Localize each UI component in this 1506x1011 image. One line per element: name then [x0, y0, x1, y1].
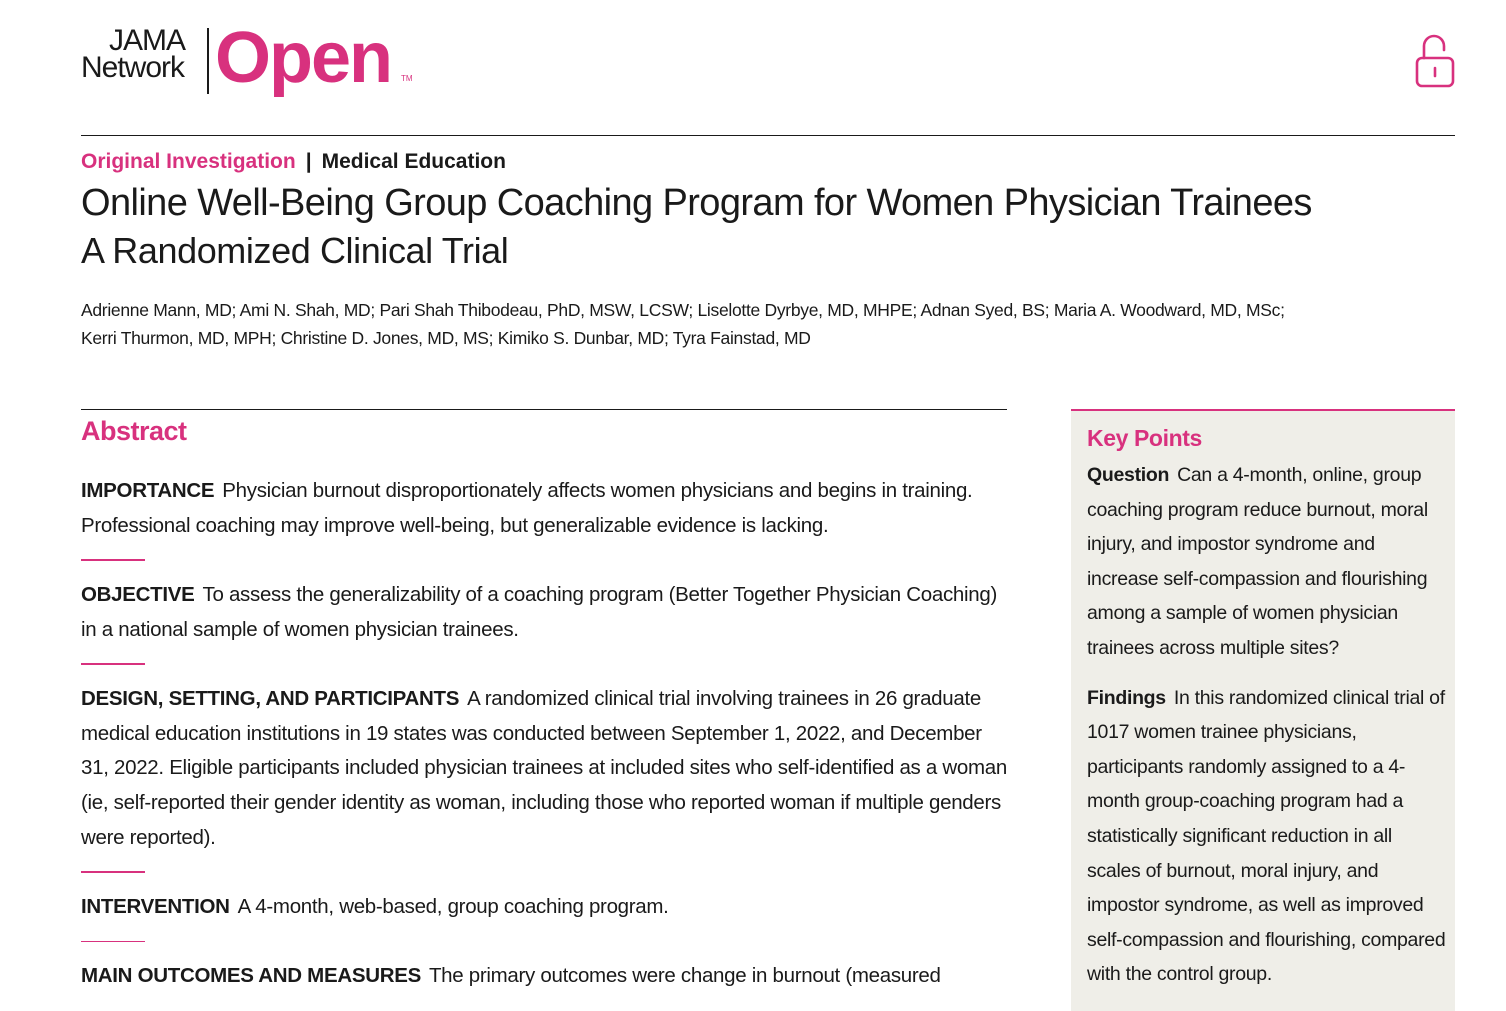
question-label: Question: [1087, 464, 1170, 486]
abstract-intervention: [81, 890, 1011, 925]
article-type: Original Investigation: [81, 150, 296, 173]
section-text: A 4-month, web-based, group coaching program.: [237, 894, 669, 918]
findings-label: Findings: [1087, 686, 1166, 709]
section-divider: [81, 663, 145, 665]
abstract-outcomes: [81, 959, 1011, 994]
article-section: Medical Education: [321, 150, 506, 173]
section-label: IMPORTANCE: [81, 479, 215, 502]
article-title: Online Well-Being Group Coaching Program for Women Physician Trainees: [81, 182, 1312, 224]
abstract-heading: Abstract: [81, 416, 187, 446]
logo-trademark: TM: [401, 74, 413, 83]
key-points-question: [1087, 458, 1449, 666]
abstract-design: [81, 682, 1011, 856]
section-divider: [81, 941, 145, 943]
section-label: OBJECTIVE: [81, 582, 195, 606]
authors-line-2: Kerri Thurmon, MD, MPH; Christine D. Jones, MD, MS; Kimiko S. Dunbar, MD; Tyra Fainstad, MD: [81, 328, 811, 348]
open-access-lock-icon: [1414, 30, 1456, 90]
findings-text: In this randomized clinical trial of 1017 women trainee physicians, participants randomly assigned to a 4-month group-coaching program had a statistically significant reduction in all scales of burnout, moral injury, and impostor syndrome, as well as improved self-compassion and flourishing, compared with the control group.: [1087, 686, 1446, 986]
key-points-body: [1087, 458, 1449, 1007]
section-text: The primary outcomes were change in burnout (measured: [428, 964, 941, 988]
authors-line-1: Adrienne Mann, MD; Ami N. Shah, MD; Pari Shah Thibodeau, PhD, MSW, LCSW; Liselotte Dyrbye, MD, MHPE; Adnan Syed, BS; Maria A. Woodward, MD, MSc;: [81, 300, 1285, 320]
key-points-box: [1071, 409, 1455, 1011]
abstract-importance: [81, 474, 1011, 543]
section-text: Physician burnout disproportionately affects women physicians and begins in training. Professional coaching may improve well-being, but generalizable evidence is lacking.: [81, 479, 973, 537]
logo-open-text: Open: [215, 18, 392, 98]
question-text: Can a 4-month, online, group coaching program reduce burnout, moral injury, and impostor syndrome and increase self-compassion and flourishing among a sample of women physician trainees across multiple sites?: [1087, 464, 1428, 659]
abstract-body: [81, 474, 1011, 994]
section-label: INTERVENTION: [81, 894, 230, 918]
logo-network-text: Network: [81, 51, 185, 84]
section-label: MAIN OUTCOMES AND MEASURES: [81, 964, 421, 988]
section-divider: [81, 559, 145, 561]
author-list: [81, 296, 1381, 352]
logo-divider: [207, 28, 209, 94]
section-divider: [81, 871, 145, 873]
section-text: A randomized clinical trial involving trainees in 26 graduate medical education institutions in 19 states was conducted between September 1, 2022, and December 31, 2022. Eligible participants included physician trainees at included sites who self-identified as a woman (ie, self-reported their gender identity as woman, including those who reported woman if multiple genders were reported).: [81, 686, 1007, 849]
section-label: DESIGN, SETTING, AND PARTICIPANTS: [81, 686, 460, 710]
article-subtitle: A Randomized Clinical Trial: [81, 230, 509, 271]
article-kicker: [81, 148, 506, 176]
key-points-heading: Key Points: [1087, 425, 1202, 451]
abstract-rule: [81, 409, 1007, 410]
abstract-objective: [81, 578, 1011, 647]
kicker-separator: |: [305, 150, 312, 173]
logo-jama-text: JAMA: [109, 24, 186, 57]
key-points-findings: [1087, 681, 1449, 992]
header-rule: [81, 135, 1455, 136]
section-text: To assess the generalizability of a coaching program (Better Together Physician Coaching) in a national sample of women physician trainees.: [81, 582, 998, 641]
